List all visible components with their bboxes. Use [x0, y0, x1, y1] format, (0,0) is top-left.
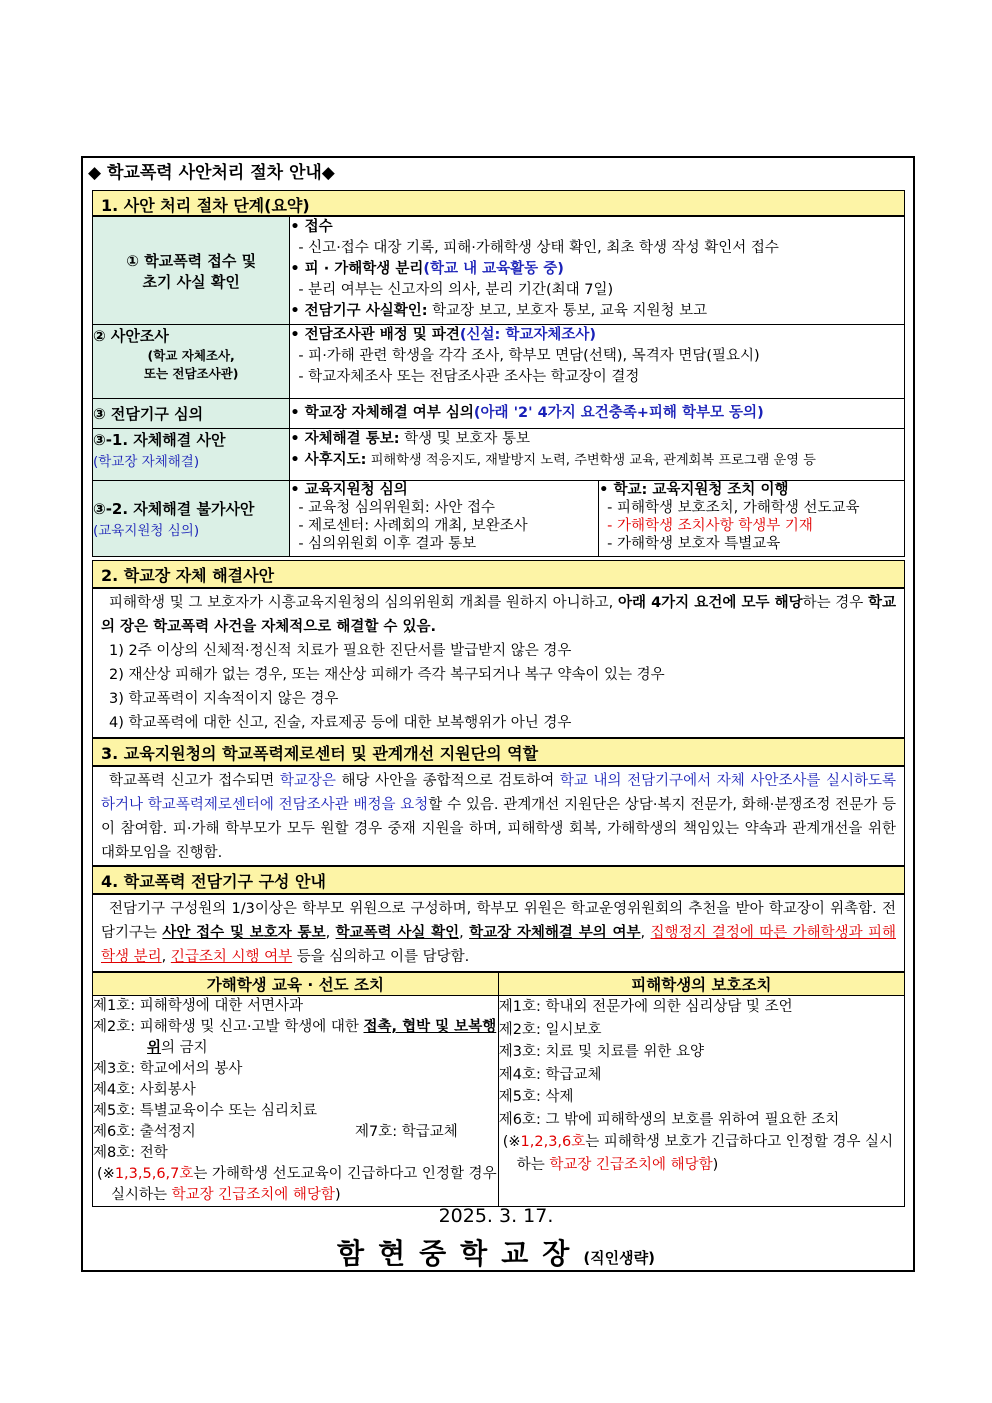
section2-header: 2. 학교장 자체 해결사안: [92, 560, 905, 588]
item-followup: • 사후지도: 피해학생 적응지도, 재발방지 노력, 주변학생 교육, 관계회복 프로그램 운영 등: [290, 452, 816, 468]
condition-2: 2) 재산상 피해가 없는 경우, 또는 재산상 피해가 즉각 복구되거나 복구 약속이 있는 경우: [109, 667, 665, 683]
step1-label2: 초기 사실 확인: [142, 272, 240, 291]
section2-intro: 피해학생 및 그 보호자가 시흥교육지원청의 심의위원회 개최를 원하지 아니하고, 아래 4가지 요건에 모두 해당하는 경우 학교의 장은 학교폭력 사건을 자체적으로 해결할 수 있음.: [101, 595, 896, 635]
procedure-table: [92, 216, 905, 557]
step2-sub2: 또는 전담조사관): [143, 366, 239, 381]
offender-measures: [93, 996, 499, 1207]
victim-measure-2: 제2호: 일시보호: [498, 1021, 602, 1038]
item-investigator: • 전담조사관 배정 및 파견(신설: 학교자체조사): [290, 327, 597, 343]
victim-measure-1: 제1호: 학내외 전문가에 의한 심리상담 및 조언: [498, 999, 793, 1015]
offender-measure-3: 제3호: 학교에서의 봉사: [93, 1061, 243, 1077]
item-deliberation: • 학교장 자체해결 여부 심의: [290, 405, 474, 421]
step2-label: ② 사안조사: [93, 327, 169, 345]
step3-1-sub: (학교장 자체해결): [93, 454, 200, 470]
step1-label: ① 학교폭력 접수 및: [126, 251, 257, 270]
victim-measure-5: 제5호: 삭제: [498, 1089, 574, 1105]
item-receipt-desc: - 신고·접수 대장 기록, 피해·가해학생 상태 확인, 최초 학생 작성 확인서 접수: [298, 240, 779, 256]
offender-measure-8: 제8호: 전학: [93, 1145, 168, 1161]
item-edu-office: • 교육지원청 심의: [290, 482, 408, 498]
item-edu-office-d2: - 제로센터: 사례회의 개최, 보완조사: [298, 518, 528, 534]
step1-row: [93, 217, 905, 325]
offender-measure-6-7: 제6호: 출석정지 제7호: 학급교체: [93, 1124, 458, 1140]
step3-1-row: [93, 429, 905, 481]
principal-signature: [0, 1232, 992, 1272]
condition-1: 1) 2주 이상의 신체적·정신적 치료가 필요한 진단서를 발급받지 않은 경우: [109, 643, 572, 659]
section4-body: 전담기구 구성원의 1/3이상은 학부모 위원으로 구성하며, 학부모 위원은 학교운영위원회의 추천을 받아 학교장이 위촉함. 전담기구는 사안 접수 및 보호자 통보, 학교폭력 사실 확인, 학교장 자체해결 부의 여부, 집행정지 결정에 따른 가해학생과 피해학생 분리, 긴급조치 시행 여부 등을 심의하고 이를 담당함.: [92, 894, 905, 972]
section2-body: [92, 588, 905, 738]
measures-table: [92, 972, 905, 1207]
signature-name: 함현중학교장: [337, 1237, 584, 1270]
step3-2-row: [93, 481, 905, 557]
condition-3: 3) 학교폭력이 지속적이지 않은 경우: [109, 691, 339, 707]
item-investigator-desc1: - 피·가해 관련 학생을 각각 조사, 학부모 면담(선택), 목격자 면담(필요시): [298, 348, 760, 364]
item-fact-check: • 전담기구 사실확인: 학교장 보고, 보호자 통보, 교육 지원청 보고: [290, 303, 708, 319]
offender-measure-1: 제1호: 피해학생에 대한 서면사과: [93, 998, 304, 1014]
section3-header: 3. 교육지원청의 학교폭력제로센터 및 관계개선 지원단의 역할: [92, 738, 905, 766]
offender-measures-header: 가해학생 교육 · 선도 조치: [93, 973, 499, 996]
step3-label: ③ 전담기구 심의: [93, 399, 290, 429]
step3-2-sub: (교육지원청 심의): [93, 523, 200, 539]
item-school-action-d3: - 가해학생 보호자 특별교육: [607, 536, 781, 552]
victim-measures: [498, 996, 904, 1207]
victim-measure-3: 제3호: 치료 및 치료를 위한 요양: [498, 1044, 704, 1060]
item-school-action: • 학교: 교육지원청 조치 이행: [599, 482, 789, 498]
victim-measure-6: 제6호: 그 밖에 피해학생의 보호를 위하여 필요한 조치: [498, 1111, 840, 1128]
document-date: 2025. 3. 17.: [438, 1205, 554, 1227]
step3-1-label: ③-1. 자체해결 사안: [93, 431, 226, 449]
step3-2-label: ③-2. 자체해결 불가사안: [93, 500, 255, 518]
section4-header: 4. 학교폭력 전담기구 구성 안내: [92, 866, 905, 894]
item-notify: • 자체해결 통보: 학생 및 보호자 통보: [290, 431, 531, 447]
section1-header: 1. 사안 처리 절차 단계(요약): [92, 190, 905, 216]
item-school-action-d1: - 피해학생 보호조치, 가해학생 선도교육: [607, 500, 860, 516]
offender-note: (※1,3,5,6,7호는 가해학생 선도교육이 긴급하다고 인정할 경우 실시하는 학교장 긴급조치에 해당함): [97, 1166, 497, 1203]
item-receipt: • 접수: [290, 219, 333, 235]
item-school-action-d2: - 가해학생 조치사항 학생부 기재: [607, 518, 813, 534]
offender-measure-5: 제5호: 특별교육이수 또는 심리치료: [93, 1103, 318, 1119]
condition-4: 4) 학교폭력에 대한 신고, 진술, 자료제공 등에 대한 보복행위가 아닌 경우: [109, 715, 572, 731]
item-investigator-desc2: - 학교자체조사 또는 전담조사관 조사는 학교장이 결정: [298, 369, 640, 385]
item-deliberation-note: (아래 '2' 4가지 요건충족+피해 학부모 동의): [473, 405, 764, 421]
item-separation-desc: - 분리 여부는 신고자의 의사, 분리 기간(최대 7일): [298, 282, 614, 298]
offender-measure-4: 제4호: 사회봉사: [93, 1082, 196, 1098]
step2-sub1: (학교 자체조사,: [147, 348, 235, 363]
section3-body: 학교폭력 신고가 접수되면 학교장은 해당 사안을 종합적으로 검토하여 학교 내의 전담기구에서 자체 사안조사를 실시하도록 하거나 학교폭력제로센터에 전담조사관 배정을 요청할 수 있음. 관계개선 지원단은 상담·복지 전문가, 화해·분쟁조정 전문가 등이 참여함. 피·가해 학부모가 모두 원할 경우 중재 지원을 하며, 피해학생 회복, 가해학생의 책임있는 약속과 관계개선을 위한 대화모임을 진행함.: [92, 766, 905, 866]
step2-row: [93, 325, 905, 399]
step3-row: [93, 399, 905, 429]
seal-omitted-note: (직인생략): [583, 1249, 655, 1267]
victim-measure-4: 제4호: 학급교체: [498, 1066, 602, 1083]
victim-measures-header: 피해학생의 보호조치: [498, 973, 904, 996]
page-title: ◆ 학교폭력 사안처리 절차 안내◆: [88, 163, 335, 183]
item-separation: • 피 · 가해학생 분리(학교 내 교육활동 중): [290, 261, 564, 277]
item-edu-office-d3: - 심의위원회 이후 결과 통보: [298, 536, 477, 552]
victim-note: (※1,2,3,6호는 피해학생 보호가 긴급하다고 인정할 경우 실시하는 학교장 긴급조치에 해당함): [502, 1134, 894, 1173]
item-edu-office-d1: - 교육청 심의위원회: 사안 접수: [298, 500, 495, 516]
offender-measure-2: 제2호: 피해학생 및 신고·고발 학생에 대한 접촉, 협박 및 보복행위의 금지: [93, 1019, 497, 1056]
